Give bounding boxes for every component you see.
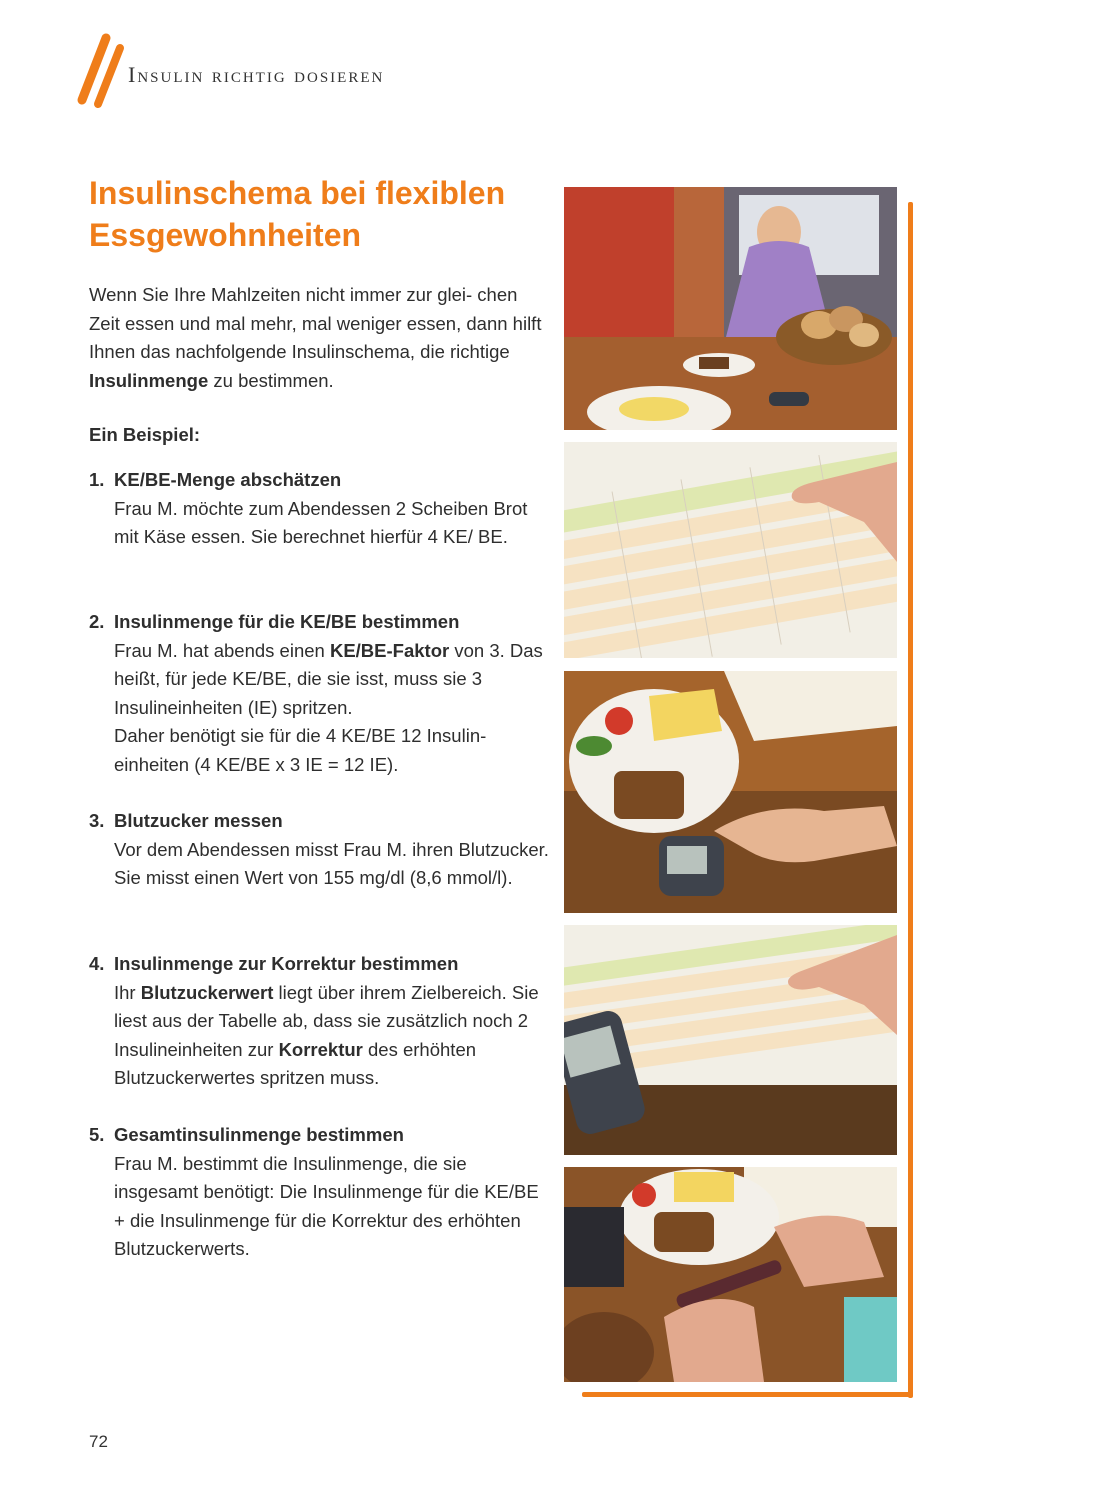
- step-5-heading: Gesamtinsulinmenge bestimmen: [114, 1124, 404, 1145]
- step-1-number: 1.: [89, 469, 105, 490]
- step-3-title: [89, 807, 549, 836]
- intro-text-end: zu bestimmen.: [208, 369, 334, 391]
- step-2-title: [89, 608, 549, 637]
- woman-taking-bread-roll-photo: [564, 187, 897, 430]
- headline-line-1: Insulinschema bei flexiblen: [89, 175, 506, 211]
- step-4-text-a: Ihr: [114, 981, 141, 1003]
- step-4-title: [89, 950, 549, 979]
- page-number: 72: [89, 1432, 108, 1451]
- intro-bold: Insulinmenge: [89, 369, 209, 391]
- step-2-heading: Insulinmenge für die KE/BE bestimmen: [114, 611, 460, 632]
- step-5-body: [89, 1150, 549, 1264]
- step-4-text-c: des erhöhten Blutzuckerwertes spritzen muss.: [114, 1038, 477, 1089]
- step-3-text: Vor dem Abendessen misst Frau M. ihren Blutzucker. Sie misst einen Wert von 155 mg/dl (8,6 mmol/l).: [114, 838, 549, 889]
- plate-and-blood-glucose-measurement-photo: [564, 671, 897, 913]
- orange-accent-line-vertical: [908, 202, 913, 1398]
- step-4-number: 4.: [89, 953, 105, 974]
- intro-paragraph: [89, 281, 549, 395]
- example-heading: Ein Beispiel:: [89, 424, 201, 445]
- step-2-text-1: [114, 637, 549, 723]
- step-1: [89, 466, 549, 552]
- step-5-text: Frau M. bestimmt die Insulinmenge, die sie insgesamt benötigt: Die Insulinmenge für die KE/BE + die Insulinmenge für die Korrektur des erhöhten Blutzuckerwerts.: [114, 1152, 539, 1260]
- step-1-heading: KE/BE-Menge abschätzen: [114, 469, 342, 490]
- step-4-bold-2: Korrektur: [278, 1038, 363, 1060]
- step-4-text: [114, 979, 549, 1093]
- orange-accent-line-horizontal: [582, 1392, 913, 1397]
- step-5-number: 5.: [89, 1124, 105, 1145]
- step-5: [89, 1121, 549, 1264]
- step-1-text: Frau M. möchte zum Abendessen 2 Scheiben Brot mit Käse essen. Sie berechnet hierfür 4 KE/ BE.: [114, 497, 528, 548]
- step-2-text-b: von 3. Das heißt, für jede KE/BE, die sie isst, muss sie 3 Insulineinheiten (IE) spritzen.: [114, 639, 543, 718]
- step-4-bold-1: Blutzuckerwert: [140, 981, 274, 1003]
- insulin-pen-injection-photo: [564, 1167, 897, 1382]
- glucose-meter-and-table-photo: [564, 925, 897, 1155]
- step-4: [89, 950, 549, 1093]
- orange-brush-strokes-icon: [72, 30, 132, 110]
- headline-line-2: Essgewohnheiten: [89, 217, 362, 253]
- step-2-bold: KE/BE-Faktor: [329, 639, 450, 661]
- step-4-heading: Insulinmenge zur Korrektur bestimmen: [114, 953, 459, 974]
- step-1-title: [89, 466, 549, 495]
- step-2-body: [89, 637, 549, 780]
- step-1-body: [89, 495, 549, 552]
- step-5-title: [89, 1121, 549, 1150]
- finger-pointing-at-insulin-table-photo: [564, 442, 897, 658]
- step-3: [89, 807, 549, 893]
- page-headline: [89, 172, 549, 256]
- step-3-heading: Blutzucker messen: [114, 810, 283, 831]
- step-4-text-b: liegt über ihrem Zielbereich. Sie liest aus der Tabelle ab, dass sie zusätzlich noch 2 Insulineinheiten zur: [114, 981, 539, 1060]
- step-4-body: [89, 979, 549, 1093]
- step-3-body: [89, 836, 549, 893]
- step-3-number: 3.: [89, 810, 105, 831]
- step-2-text-2: Daher benötigt sie für die 4 KE/BE 12 Insulin- einheiten (4 KE/BE x 3 IE = 12 IE).: [114, 725, 487, 775]
- step-2-number: 2.: [89, 611, 105, 632]
- step-2: [89, 608, 549, 780]
- intro-text: Wenn Sie Ihre Mahlzeiten nicht immer zur glei- chen Zeit essen und mal mehr, mal weniger essen, dann hilft Ihnen das nachfolgende Insulinschema, die richtige: [89, 284, 542, 363]
- section-title: Insulin richtig dosieren: [128, 62, 385, 87]
- step-2-text-a: Frau M. hat abends einen: [114, 639, 330, 661]
